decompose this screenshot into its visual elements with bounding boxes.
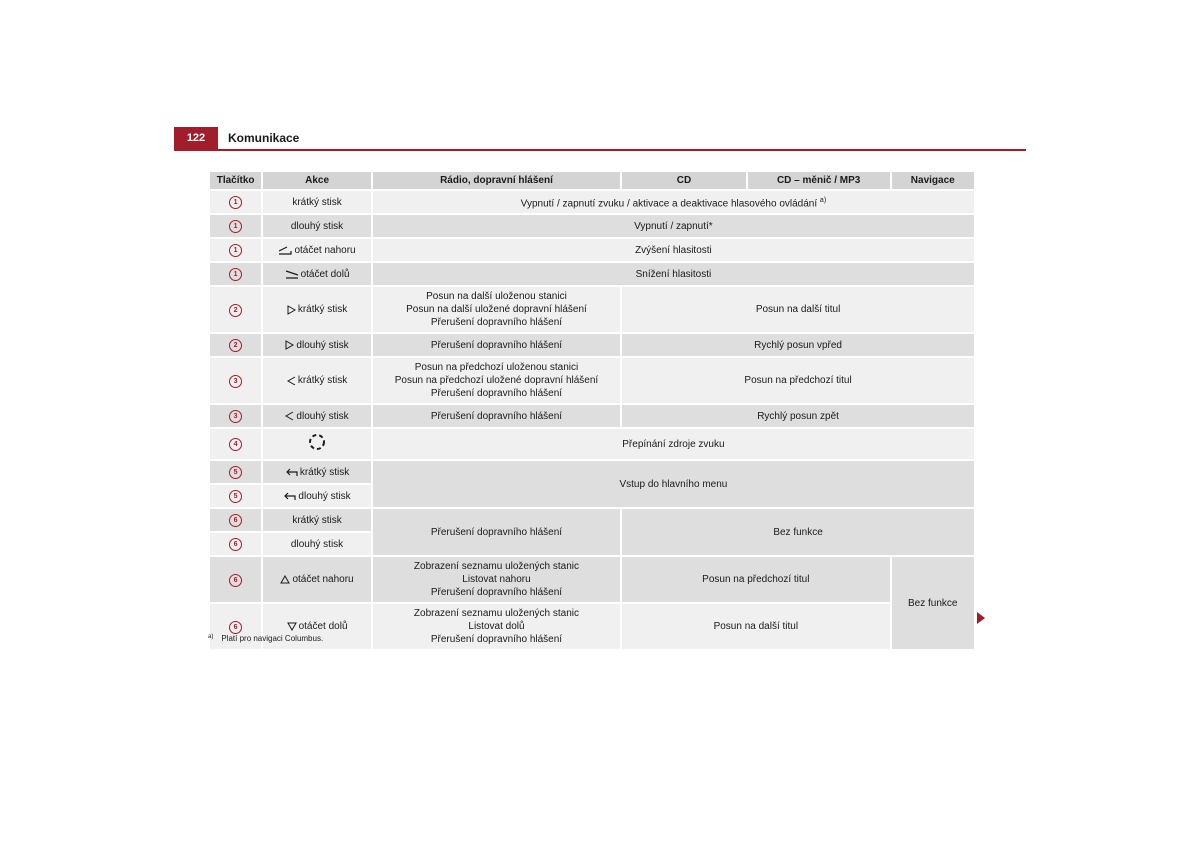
button-number-badge: 4 [229,438,242,451]
button-number-badge: 6 [229,621,242,634]
action-cell [263,429,371,459]
action-cell [263,405,371,427]
triangle-right-icon [285,340,294,350]
radio-cell: Přerušení dopravního hlášení [373,334,620,356]
action-label: krátký stisk [299,466,350,478]
function-cell: Posun na předchozí titul [622,358,974,403]
action-cell: dlouhý stisk [263,533,371,555]
page-title: Komunikace [228,131,300,145]
action-label: dlouhý stisk [296,339,349,351]
radio-line: Zobrazení seznamu uložených stanic [413,608,580,620]
col-header-cd: CD [622,172,746,189]
controls-table [208,170,976,651]
table-row [210,429,974,459]
function-cell: Bez funkce [622,509,974,555]
triangle-left-icon [287,376,296,386]
button-number-badge: 2 [229,339,242,352]
col-header-button: Tlačítko [210,172,261,189]
action-label: otáčet nahoru [292,574,354,586]
action-label: otáčet dolů [298,621,348,633]
action-label: otáčet dolů [300,268,350,280]
radio-line: Posun na další uloženou stanici [426,291,567,303]
radio-cell [373,557,620,602]
radio-cell [373,358,620,403]
rotate-down-icon [285,270,299,279]
radio-cell: Přerušení dopravního hlášení [373,509,620,555]
table-row [210,215,974,237]
table-row [210,334,974,356]
radio-line: Listovat nahoru [462,574,531,586]
action-cell [263,485,371,507]
function-cell: Snížení hlasitosti [373,263,974,285]
action-cell [263,334,371,356]
radio-cell [373,287,620,332]
radio-line: Přerušení dopravního hlášení [430,587,563,599]
button-number-badge: 5 [229,466,242,479]
function-cell [373,191,974,213]
button-number-badge: 1 [229,220,242,233]
table-row [210,604,974,649]
button-number-badge: 6 [229,574,242,587]
function-cell: Přepínání zdroje zvuku [373,429,974,459]
col-header-action: Akce [263,172,371,189]
function-cell: Rychlý posun zpět [622,405,974,427]
triangle-left-icon [285,411,294,421]
action-cell [263,263,371,285]
table-header-row [210,172,974,189]
action-label: krátký stisk [297,304,348,316]
action-label: dlouhý stisk [298,490,351,502]
table-row [210,405,974,427]
action-cell: krátký stisk [263,509,371,531]
table-row [210,287,974,332]
radio-line: Zobrazení seznamu uložených stanic [413,561,580,573]
triangle-right-icon [287,305,296,315]
action-cell [263,358,371,403]
radio-line: Listovat dolů [468,621,525,633]
function-cell: Vypnutí / zapnutí* [373,215,974,237]
back-arrow-icon [283,492,296,501]
action-cell [263,461,371,483]
button-number-badge: 1 [229,196,242,209]
table-row [210,358,974,403]
button-number-badge: 6 [229,514,242,527]
button-number-badge: 6 [229,538,242,551]
button-number-badge: 3 [229,410,242,423]
radio-cell: Přerušení dopravního hlášení [373,405,620,427]
radio-line: Posun na předchozí uloženou stanici [414,362,579,374]
button-number-badge: 2 [229,304,242,317]
table-row [210,239,974,261]
table-row [210,461,974,483]
radio-cell [373,604,620,649]
action-label: otáčet nahoru [294,244,356,256]
function-cell: Posun na další titul [622,287,974,332]
function-cell: Rychlý posun vpřed [622,334,974,356]
footnote-ref: a) [819,197,827,204]
page-number: 122 [174,127,218,149]
triangle-up-icon [280,575,290,584]
triangle-down-icon [287,622,297,631]
button-number-badge: 5 [229,490,242,503]
button-number-badge: 3 [229,375,242,388]
action-cell: krátký stisk [263,191,371,213]
function-cell: Zvýšení hlasitosti [373,239,974,261]
radio-line: Posun na další uložené dopravní hlášení [406,304,587,316]
table-row [210,191,974,213]
action-cell: dlouhý stisk [263,215,371,237]
footnote-text: Platí pro navigaci Columbus. [221,634,324,643]
action-cell [263,557,371,602]
navigation-cell: Bez funkce [892,557,974,649]
radio-line: Přerušení dopravního hlášení [430,634,563,646]
back-arrow-icon [285,468,298,477]
col-header-cd-changer: CD – měnič / MP3 [748,172,890,189]
action-cell [263,239,371,261]
function-cell: Posun na předchozí titul [622,557,889,602]
action-label: dlouhý stisk [296,410,349,422]
action-label: krátký stisk [297,375,348,387]
col-header-radio: Rádio, dopravní hlášení [373,172,620,189]
table-row [210,263,974,285]
footnote [208,634,323,643]
function-cell: Posun na další titul [622,604,889,649]
radio-line: Přerušení dopravního hlášení [430,317,563,329]
button-number-badge: 1 [229,244,242,257]
next-page-arrow-icon [977,612,985,624]
function-cell: Vstup do hlavního menu [373,461,974,507]
action-cell [263,287,371,332]
footnote-mark: a) [208,634,214,640]
page-header [174,127,1026,151]
source-switch-icon [307,432,327,452]
button-number-badge: 1 [229,268,242,281]
radio-line: Posun na předchozí uložené dopravní hlášení [394,375,599,387]
function-text: Vypnutí / zapnutí zvuku / aktivace a deaktivace hlasového ovládání [520,198,818,210]
radio-line: Přerušení dopravního hlášení [430,388,563,400]
table-row [210,557,974,602]
col-header-navigation: Navigace [892,172,974,189]
rotate-up-icon [278,246,292,255]
table-row [210,509,974,531]
